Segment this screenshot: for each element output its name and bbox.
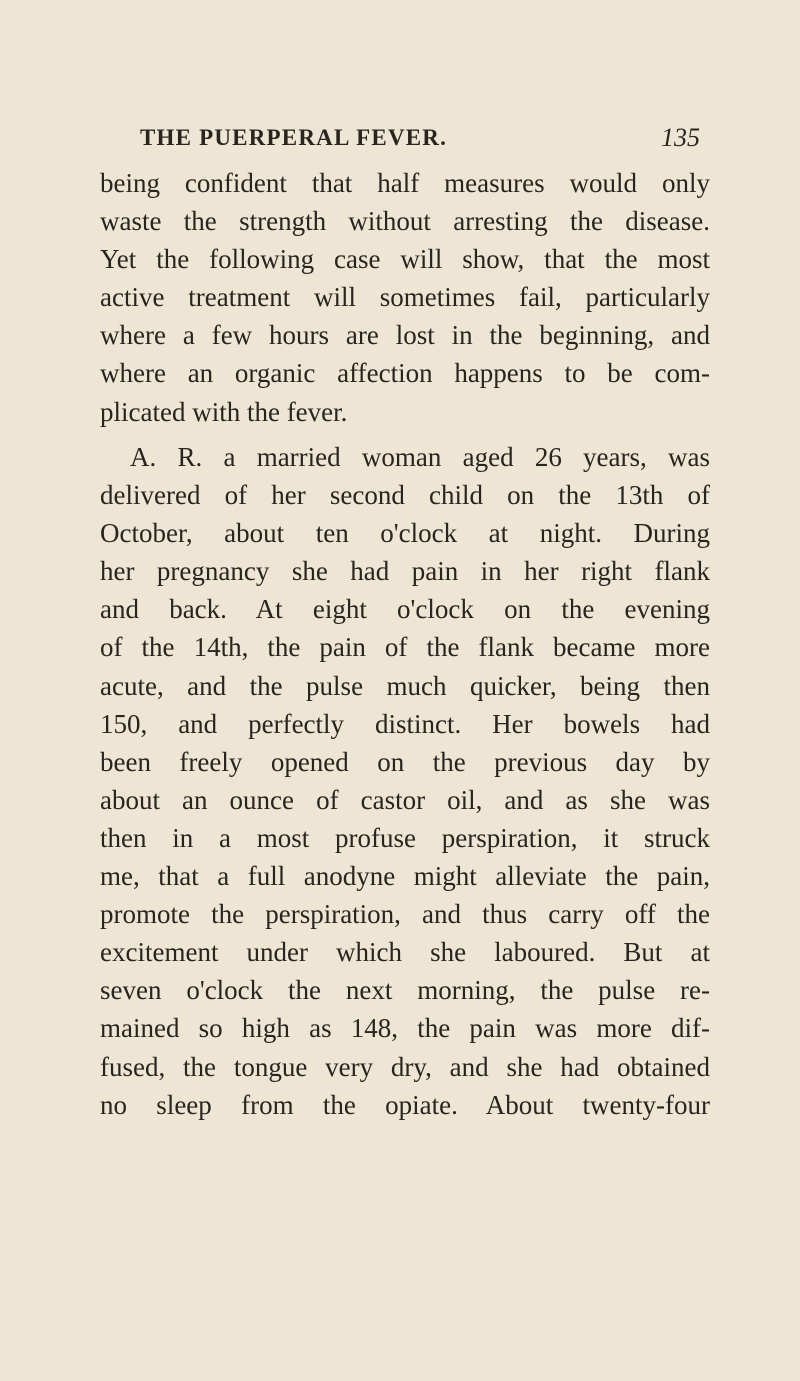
paragraph-2 xyxy=(100,438,710,1124)
text-line: promote the perspiration, and thus carry off the xyxy=(100,899,710,930)
page-number: 135 xyxy=(661,123,700,152)
text-line: Yet the following case will show, that the most xyxy=(100,244,710,275)
text-line: where a few hours are lost in the beginning, and xyxy=(100,320,710,351)
text-line: of the 14th, the pain of the flank became more xyxy=(100,632,710,663)
text-line: acute, and the pulse much quicker, being then xyxy=(100,670,710,701)
text-line: seven o'clock the next morning, the pulse re- xyxy=(100,975,710,1006)
paragraph-1 xyxy=(100,164,710,431)
text-line: about an ounce of castor oil, and as she was xyxy=(100,784,710,815)
text-line: where an organic affection happens to be com- xyxy=(100,358,710,389)
text-line: been freely opened on the previous day by xyxy=(100,746,710,777)
text-line: her pregnancy she had pain in her right flank xyxy=(100,556,710,587)
text-line: plicated with the fever. xyxy=(100,396,348,427)
running-title: THE PUERPERAL FEVER. xyxy=(140,125,448,150)
text-line: waste the strength without arresting the disease. xyxy=(100,206,710,237)
text-line: active treatment will sometimes fail, particularly xyxy=(100,282,710,313)
text-line: fused, the tongue very dry, and she had obtained xyxy=(100,1051,710,1082)
text-line: me, that a full anodyne might alleviate the pain, xyxy=(100,861,710,892)
text-line: 150, and perfectly distinct. Her bowels had xyxy=(100,708,710,739)
text-line: mained so high as 148, the pain was more dif- xyxy=(100,1013,710,1044)
text-line: A. R. a married woman aged 26 years, was xyxy=(130,442,710,472)
text-line: excitement under which she laboured. But at xyxy=(100,937,710,968)
text-line: and back. At eight o'clock on the evening xyxy=(100,594,710,625)
running-head xyxy=(108,118,700,158)
text-line: delivered of her second child on the 13th of xyxy=(100,480,710,511)
text-line: October, about ten o'clock at night. During xyxy=(100,518,710,549)
text-line: no sleep from the opiate. About twenty-four xyxy=(100,1089,710,1120)
text-line: then in a most profuse perspiration, it struck xyxy=(100,822,710,853)
text-line: being confident that half measures would only xyxy=(100,168,710,198)
